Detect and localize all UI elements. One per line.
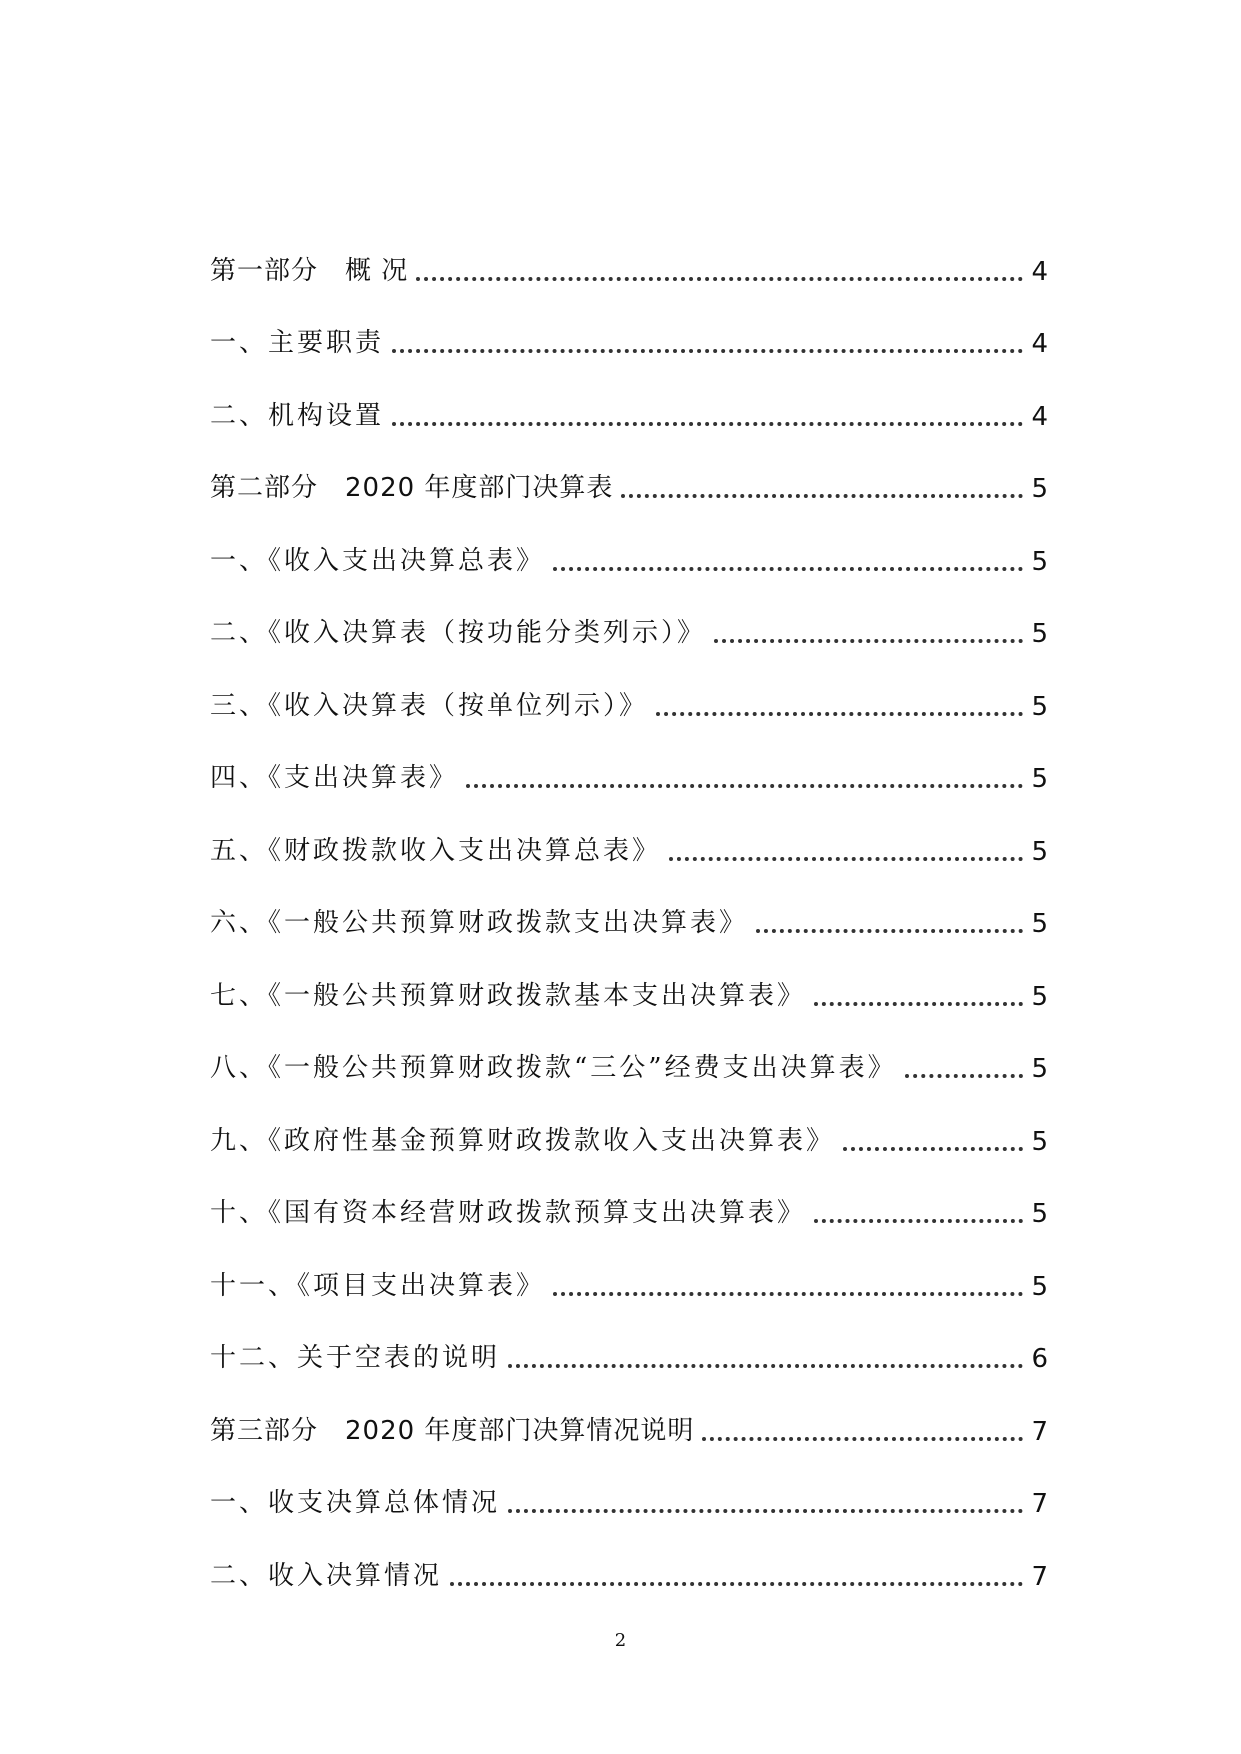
toc-leader-dots	[508, 1509, 1023, 1513]
toc-entry-page: 5	[1031, 619, 1048, 649]
toc-entry-page: 4	[1031, 401, 1048, 432]
toc-leader-dots	[714, 639, 1023, 643]
toc-entry-title: 十一、《项目支出决算表》	[210, 1270, 546, 1301]
toc-entry-title: 二、《收入决算表（按功能分类列示）》	[210, 618, 707, 648]
toc-leader-dots	[416, 277, 1023, 281]
toc-leader-dots	[702, 1437, 1023, 1441]
toc-entry-page: 5	[1031, 474, 1048, 504]
toc-leader-dots	[814, 1002, 1023, 1006]
toc-entry[interactable]	[210, 1163, 1048, 1236]
toc-entry-title: 二、收入决算情况	[210, 1560, 443, 1591]
toc-entry[interactable]	[210, 1235, 1048, 1308]
toc-entry-page: 5	[1031, 691, 1048, 722]
toc-entry[interactable]	[210, 293, 1048, 366]
toc-entry[interactable]	[210, 1525, 1048, 1598]
toc-entry-page: 5	[1031, 1126, 1048, 1157]
toc-entry-title: 九、《政府性基金预算财政拨款收入支出决算表》	[210, 1125, 836, 1156]
table-of-contents	[210, 220, 1048, 1598]
toc-leader-dots	[905, 1074, 1024, 1078]
toc-entry-part-2[interactable]	[210, 438, 1048, 511]
toc-entry-title: 二、机构设置	[210, 400, 385, 431]
toc-entry-title: 第一部分 概 况	[210, 255, 409, 286]
toc-entry-title: 一、主要职责	[210, 328, 385, 358]
toc-leader-dots	[450, 1582, 1023, 1586]
toc-entry-page: 4	[1031, 256, 1048, 287]
toc-leader-dots	[656, 712, 1023, 716]
toc-leader-dots	[553, 567, 1023, 571]
toc-entry-page: 5	[1031, 1199, 1048, 1229]
toc-entry-page: 5	[1031, 546, 1048, 577]
toc-entry-page: 5	[1031, 1271, 1048, 1302]
toc-entry-page: 5	[1031, 764, 1048, 794]
toc-entry[interactable]	[210, 1453, 1048, 1526]
toc-entry[interactable]	[210, 583, 1048, 656]
toc-entry[interactable]	[210, 800, 1048, 873]
toc-leader-dots	[466, 784, 1023, 788]
toc-leader-dots	[392, 422, 1023, 426]
toc-entry-title: 四、《支出决算表》	[210, 763, 459, 793]
toc-entry[interactable]	[210, 945, 1048, 1018]
toc-entry-title: 第三部分 2020 年度部门决算情况说明	[210, 1415, 695, 1446]
toc-entry-page: 5	[1031, 909, 1048, 939]
toc-leader-dots	[621, 494, 1023, 498]
toc-entry-page: 5	[1031, 981, 1048, 1012]
toc-entry-title: 一、《收入支出决算总表》	[210, 545, 546, 576]
toc-entry-title: 八、《一般公共预算财政拨款“三公”经费支出决算表》	[210, 1053, 897, 1083]
toc-leader-dots	[508, 1364, 1023, 1368]
toc-leader-dots	[814, 1219, 1023, 1223]
toc-entry[interactable]	[210, 510, 1048, 583]
toc-entry[interactable]	[210, 728, 1048, 801]
toc-entry-title: 第二部分 2020 年度部门决算表	[210, 473, 614, 503]
toc-entry-title: 五、《财政拨款收入支出决算总表》	[210, 835, 662, 866]
toc-leader-dots	[843, 1147, 1023, 1151]
toc-leader-dots	[756, 929, 1023, 933]
toc-entry-page: 7	[1031, 1489, 1048, 1519]
toc-entry-page: 5	[1031, 836, 1048, 867]
toc-entry[interactable]	[210, 365, 1048, 438]
toc-leader-dots	[669, 857, 1023, 861]
page-number: 2	[614, 1630, 627, 1651]
toc-entry-page: 7	[1031, 1416, 1048, 1447]
toc-entry-title: 一、收支决算总体情况	[210, 1488, 501, 1518]
toc-entry-part-1[interactable]	[210, 220, 1048, 293]
toc-entry-title: 十、《国有资本经营财政拨款预算支出决算表》	[210, 1198, 807, 1228]
toc-leader-dots	[392, 349, 1023, 353]
toc-leader-dots	[553, 1292, 1023, 1296]
toc-entry[interactable]	[210, 655, 1048, 728]
toc-entry-page: 5	[1031, 1054, 1048, 1084]
toc-entry[interactable]	[210, 1308, 1048, 1381]
toc-entry[interactable]	[210, 873, 1048, 946]
toc-entry-title: 七、《一般公共预算财政拨款基本支出决算表》	[210, 980, 807, 1011]
toc-entry-page: 6	[1031, 1344, 1048, 1374]
toc-entry[interactable]	[210, 1090, 1048, 1163]
toc-entry-page: 7	[1031, 1561, 1048, 1592]
toc-entry-title: 十二、关于空表的说明	[210, 1343, 501, 1373]
toc-entry-title: 三、《收入决算表（按单位列示）》	[210, 690, 649, 721]
toc-entry-part-3[interactable]	[210, 1380, 1048, 1453]
toc-entry-title: 六、《一般公共预算财政拨款支出决算表》	[210, 908, 749, 938]
toc-entry-page: 4	[1031, 329, 1048, 359]
toc-entry[interactable]	[210, 1018, 1048, 1091]
